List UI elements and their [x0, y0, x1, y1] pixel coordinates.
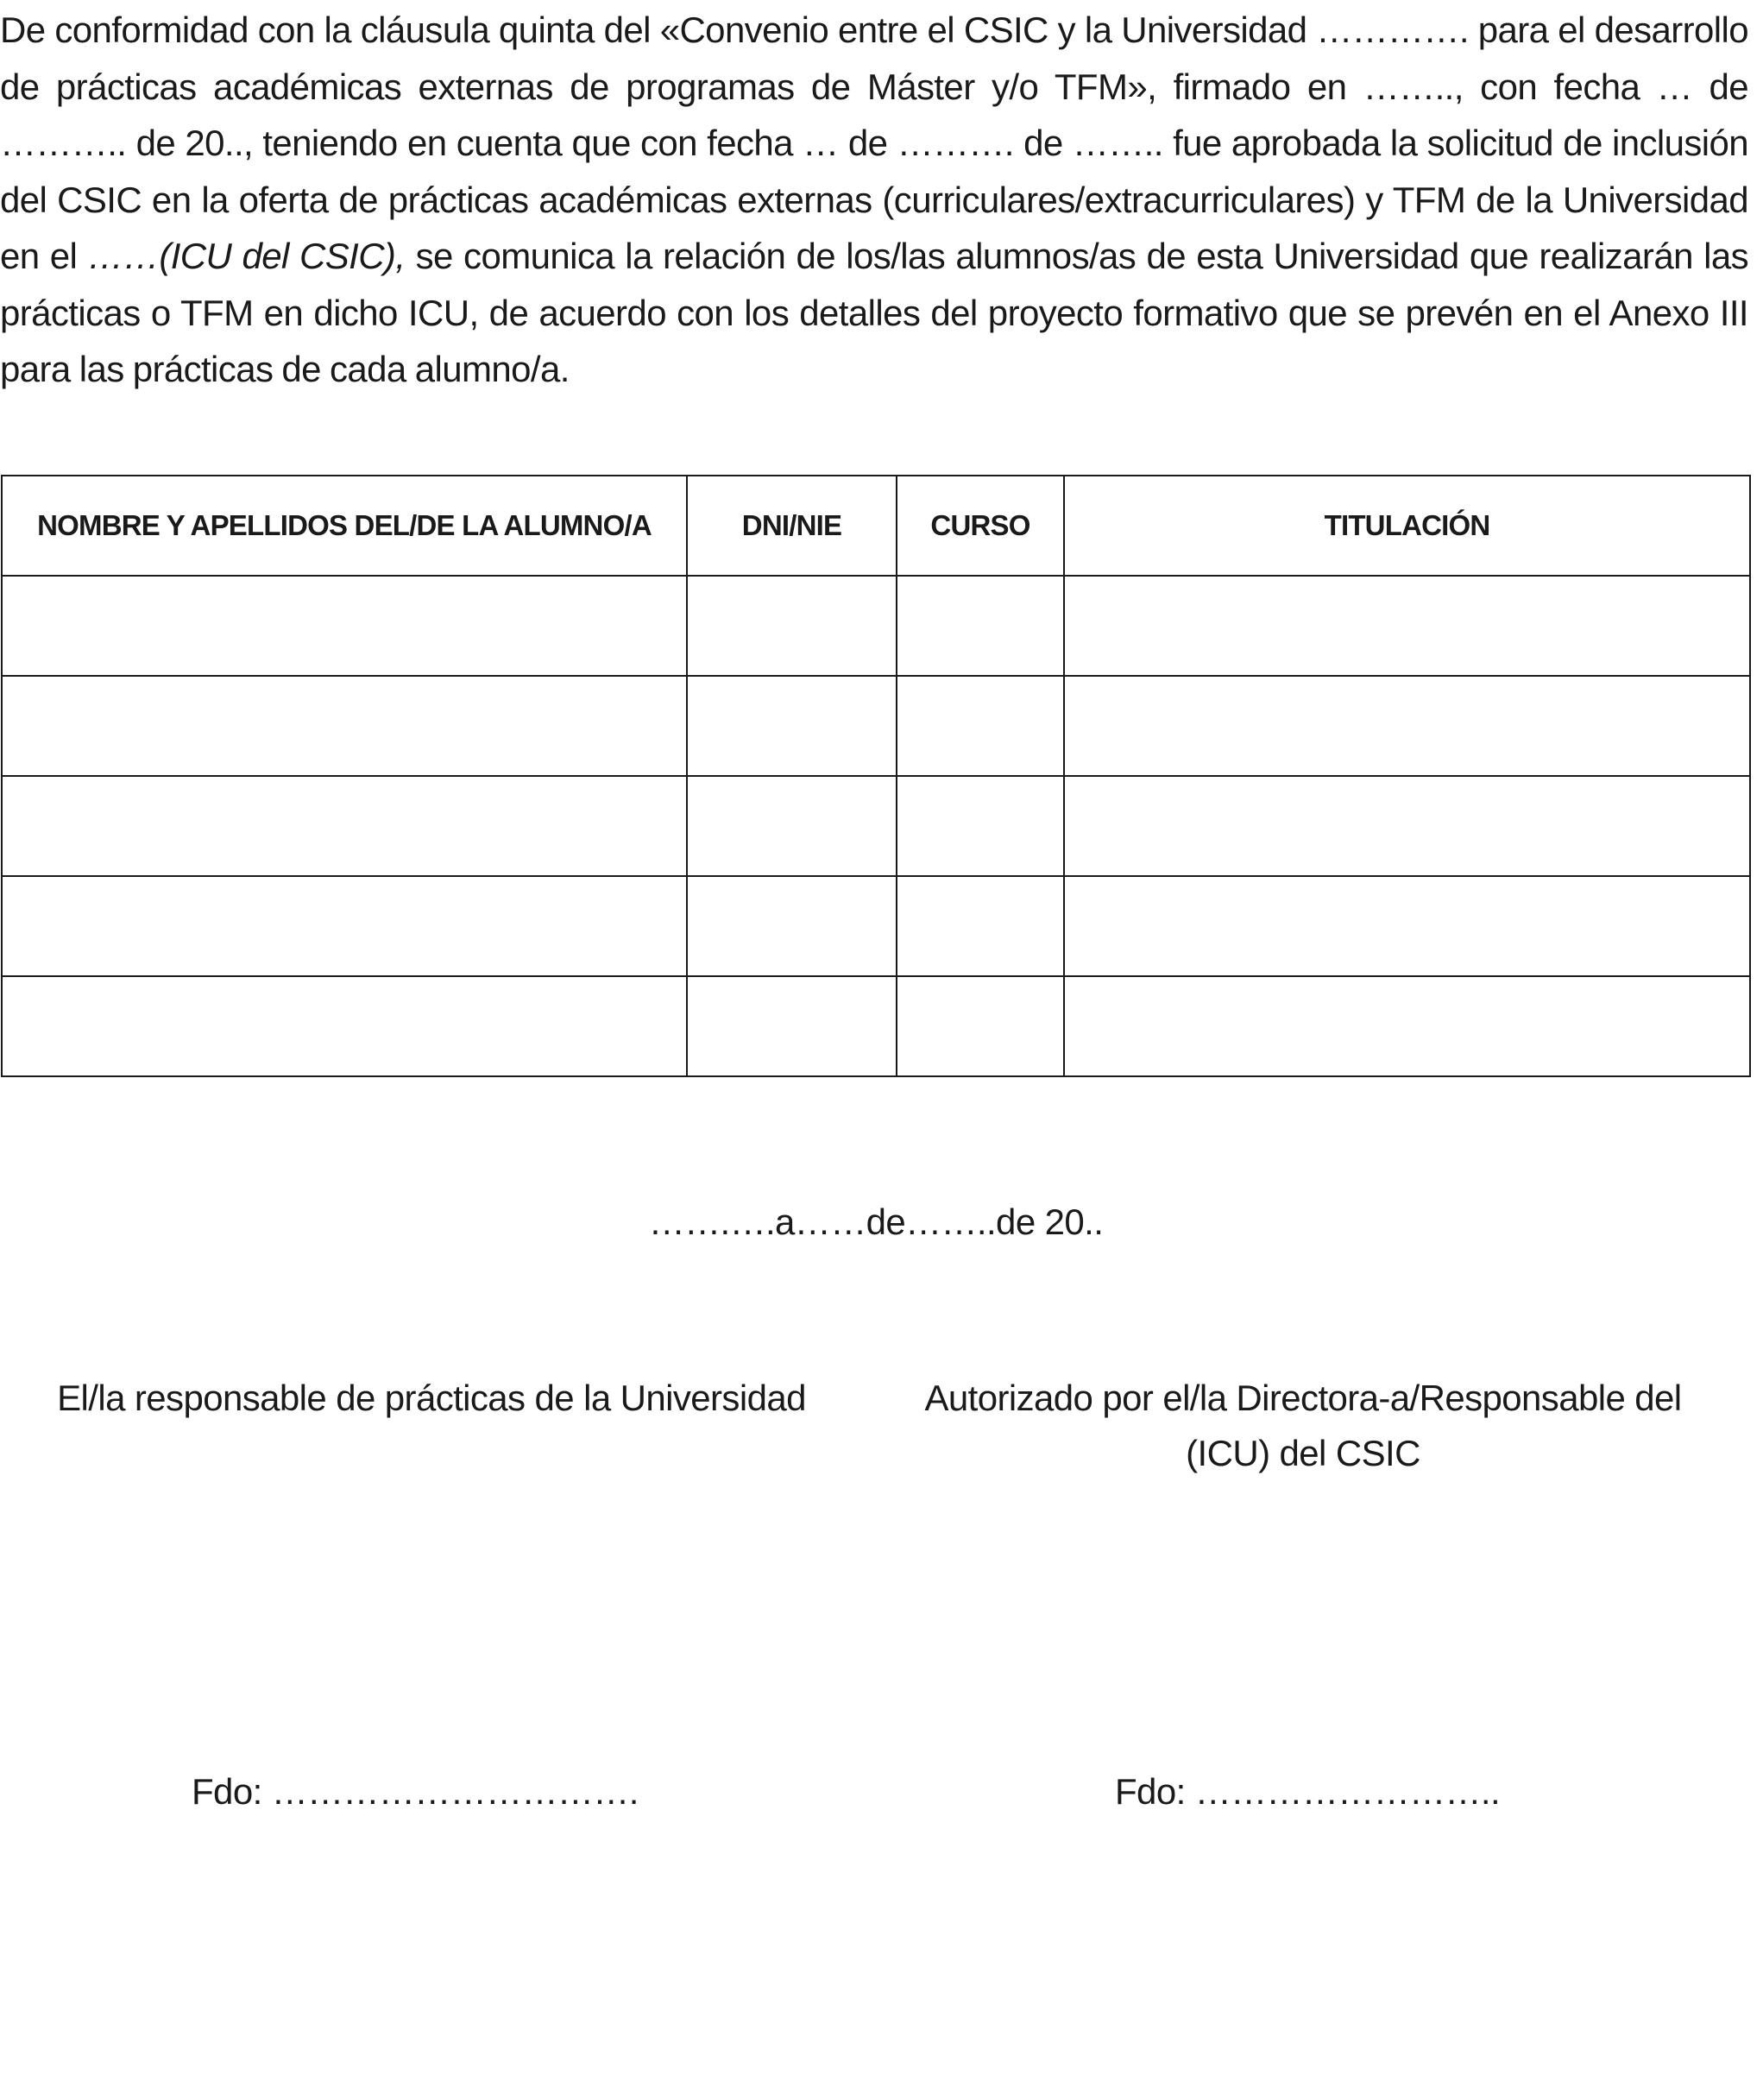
intro-text-icu: ……(ICU del CSIC),	[87, 236, 406, 276]
signature-title-csic	[897, 1371, 1709, 1481]
signature-title-university: El/la responsable de prácticas de la Universidad	[57, 1378, 806, 1418]
table-row	[2, 976, 1750, 1076]
table-row	[2, 876, 1750, 976]
cell-curso[interactable]	[897, 576, 1064, 676]
table-row	[2, 676, 1750, 776]
cell-name[interactable]	[2, 776, 687, 876]
students-table	[1, 475, 1751, 1077]
cell-name[interactable]	[2, 676, 687, 776]
cell-titulacion[interactable]	[1064, 576, 1750, 676]
cell-dni[interactable]	[687, 676, 897, 776]
cell-curso[interactable]	[897, 776, 1064, 876]
cell-curso[interactable]	[897, 976, 1064, 1076]
cell-name[interactable]	[2, 976, 687, 1076]
cell-titulacion[interactable]	[1064, 976, 1750, 1076]
date-line: …….….a……de……..de 20..	[648, 1201, 1104, 1242]
header-curso: CURSO	[897, 476, 1064, 576]
cell-titulacion[interactable]	[1064, 676, 1750, 776]
cell-dni[interactable]	[687, 976, 897, 1076]
cell-titulacion[interactable]	[1064, 876, 1750, 976]
cell-curso[interactable]	[897, 876, 1064, 976]
table-row	[2, 776, 1750, 876]
header-dni: DNI/NIE	[687, 476, 897, 576]
cell-dni[interactable]	[687, 876, 897, 976]
cell-titulacion[interactable]	[1064, 776, 1750, 876]
header-titulacion: TITULACIÓN	[1064, 476, 1750, 576]
intro-text-end: se comunica la relación de los/las alumnos/as de esta Universidad que realizarán las prácticas o TFM en dicho ICU, de acuerdo con los detalles del proyecto formativo que se prevén en el Anexo III para las prácticas de cada alumno/a.	[0, 236, 1748, 389]
cell-name[interactable]	[2, 576, 687, 676]
cell-dni[interactable]	[687, 776, 897, 876]
signature-title-csic-line1: Autorizado por el/la Directora-a/Responsable del	[924, 1378, 1682, 1418]
intro-paragraph	[0, 2, 1748, 398]
header-name: NOMBRE Y APELLIDOS DEL/DE LA ALUMNO/A	[2, 476, 687, 576]
signature-title-csic-line2: (ICU) del CSIC	[1186, 1433, 1420, 1473]
intro-text-start: De conformidad con la cláusula quinta del «Convenio entre el CSIC y la Universidad …………. para el desarrollo de prácticas académicas externas de programas de Máster y/o TFM», firmado en …….., con fecha … de ……….. de 20.., teniendo en cuenta que con fecha … de ………. de …….. fue aprobada la solicitud de inclusión del CSIC en la oferta de prácticas académicas externas (curriculares/extracurriculares) y TFM de la Universidad en el	[0, 9, 1748, 276]
cell-dni[interactable]	[687, 576, 897, 676]
cell-curso[interactable]	[897, 676, 1064, 776]
signature-fdo-university: Fdo: ………………………….	[192, 1771, 639, 1812]
table-header-row	[2, 476, 1750, 576]
cell-name[interactable]	[2, 876, 687, 976]
signature-fdo-csic: Fdo: ……………………..	[1115, 1771, 1501, 1812]
table-row	[2, 576, 1750, 676]
